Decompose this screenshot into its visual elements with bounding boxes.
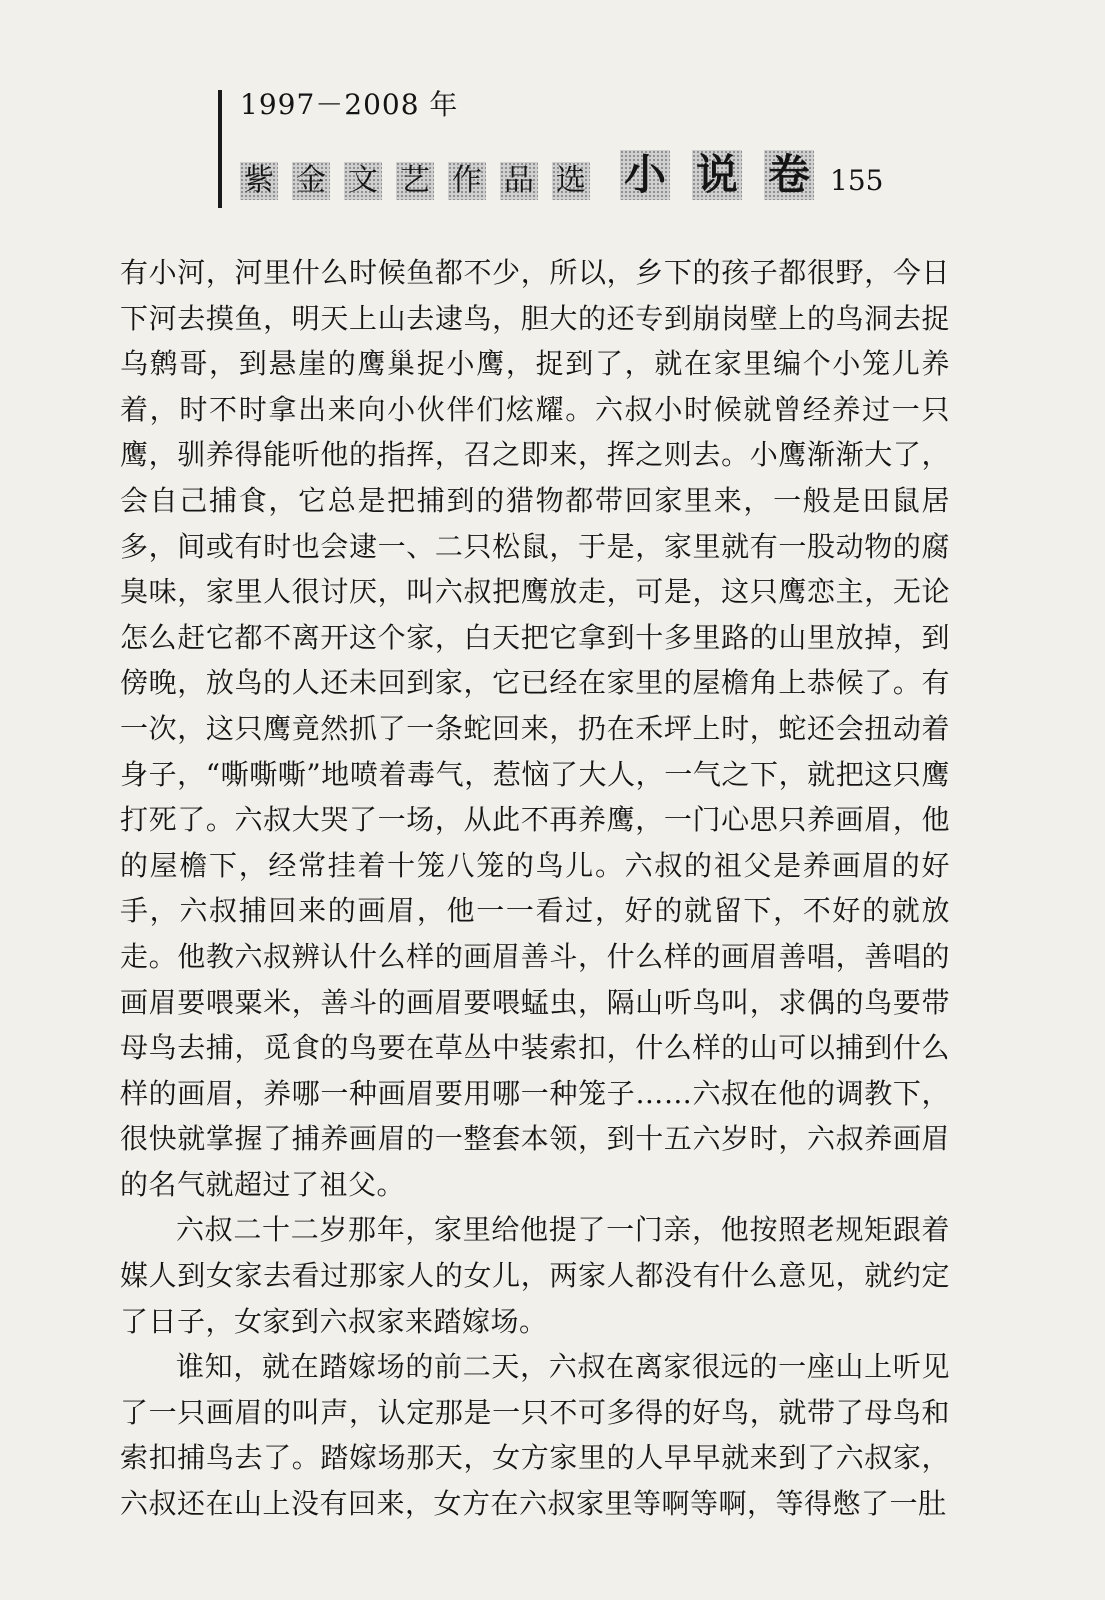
series-char: 品 [500, 162, 538, 200]
page-number: 155 [830, 164, 884, 197]
header-title [240, 148, 883, 200]
series-char: 选 [552, 162, 590, 200]
volume-char: 说 [692, 150, 742, 200]
header-years: 1997－2008 年 [240, 88, 459, 121]
paragraph: 有小河，河里什么时候鱼都不少，所以，乡下的孩子都很野，今日下河去摸鱼，明天上山去逮鸟，胆大的还专到崩岗壁上的鸟洞去捉乌鹩哥，到悬崖的鹰巢捉小鹰，捉到了，就在家里编个小笼儿养着，时不时拿出来向小伙伴们炫耀。六叔小时候就曾经养过一只鹰，驯养得能听他的指挥，召之即来，挥之则去。小鹰渐渐大了，会自己捕食，它总是把捕到的猎物都带回家里来，一般是田鼠居多，间或有时也会逮一、二只松鼠，于是，家里就有一股动物的腐臭味，家里人很讨厌，叫六叔把鹰放走，可是，这只鹰恋主，无论怎么赶它都不离开这个家，白天把它拿到十多里路的山里放掉，到傍晚，放鸟的人还未回到家，它已经在家里的屋檐角上恭候了。有一次，这只鹰竟然抓了一条蛇回来，扔在禾坪上时，蛇还会扭动着身子，“嘶嘶嘶”地喷着毒气，惹恼了大人，一气之下，就把这只鹰打死了。六叔大哭了一场，从此不再养鹰，一门心思只养画眉，他的屋檐下，经常挂着十笼八笼的鸟儿。六叔的祖父是养画眉的好手，六叔捕回来的画眉，他一一看过，好的就留下，不好的就放走。他教六叔辨认什么样的画眉善斗，什么样的画眉善唱，善唱的画眉要喂粟米，善斗的画眉要喂蜢虫，隔山听鸟叫，求偶的鸟要带母鸟去捕，觅食的鸟要在草丛中装索扣，什么样的山可以捕到什么样的画眉，养哪一种画眉要用哪一种笼子……六叔在他的调教下，很快就掌握了捕养画眉的一整套本领，到十五六岁时，六叔养画眉的名气就超过了祖父。 [120, 256, 950, 1201]
paragraph: 六叔二十二岁那年，家里给他提了一门亲，他按照老规矩跟着媒人到女家去看过那家人的女儿，两家人都没有什么意见，就约定了日子，女家到六叔家来踏嫁场。 [120, 1213, 950, 1338]
paragraph: 谁知，就在踏嫁场的前二天，六叔在离家很远的一座山上听见了一只画眉的叫声，认定那是一只不可多得的好鸟，就带了母鸟和索扣捕鸟去了。踏嫁场那天，女方家里的人早早就来到了六叔家，六叔还在山上没有回来，女方在六叔家里等啊等啊，等得憋了一肚 [120, 1350, 950, 1521]
series-title [240, 162, 590, 200]
series-char: 金 [292, 162, 330, 200]
series-char: 艺 [396, 162, 434, 200]
volume-title [620, 150, 814, 200]
series-char: 文 [344, 162, 382, 200]
header-vertical-rule [218, 90, 222, 208]
volume-char: 小 [620, 150, 670, 200]
series-char: 紫 [240, 162, 278, 200]
volume-char: 卷 [764, 150, 814, 200]
body-text [120, 250, 950, 1527]
series-char: 作 [448, 162, 486, 200]
